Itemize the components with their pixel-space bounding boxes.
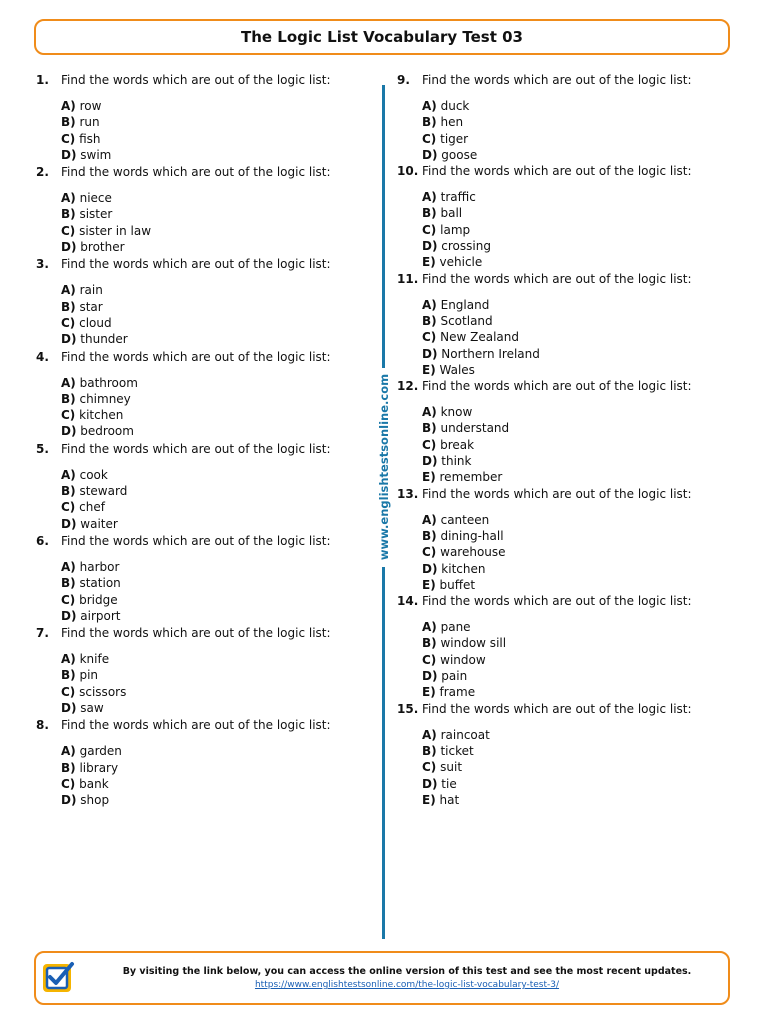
answer-option[interactable] xyxy=(61,282,366,298)
option-letter: A) xyxy=(422,512,437,527)
answer-option[interactable] xyxy=(422,362,727,378)
footer-note: By visiting the link below, you can access the online version of this test and see the most recent updates. xyxy=(122,966,692,977)
option-letter: D) xyxy=(61,793,77,808)
question-prompt-line xyxy=(36,256,366,272)
option-text: star xyxy=(79,299,103,314)
option-text: cook xyxy=(79,467,108,482)
answer-option[interactable] xyxy=(422,329,727,345)
option-letter: A) xyxy=(422,297,437,312)
question-prompt-line xyxy=(36,533,366,549)
answer-option[interactable] xyxy=(61,651,366,667)
answer-options xyxy=(422,189,727,270)
page-title: The Logic List Vocabulary Test 03 xyxy=(241,28,523,46)
question-2 xyxy=(36,164,366,255)
answer-option[interactable] xyxy=(61,792,366,808)
answer-options xyxy=(422,512,727,593)
answer-option[interactable] xyxy=(422,453,727,469)
checkbox-logo-icon xyxy=(41,960,75,994)
option-text: knife xyxy=(79,652,110,667)
option-letter: C) xyxy=(422,131,437,146)
option-letter: B) xyxy=(422,313,437,328)
option-text: kitchen xyxy=(441,561,486,576)
option-letter: D) xyxy=(61,701,77,716)
question-14 xyxy=(397,593,727,700)
option-letter: E) xyxy=(422,792,436,807)
option-letter: A) xyxy=(61,191,76,206)
online-test-link[interactable]: https://www.englishtestsonline.com/the-logic-list-vocabulary-test-3/ xyxy=(254,980,560,990)
option-letter: E) xyxy=(422,255,436,270)
question-text: Find the words which are out of the logic list: xyxy=(61,626,331,641)
option-letter: B) xyxy=(422,206,437,221)
option-letter: B) xyxy=(61,207,76,222)
answer-options xyxy=(61,282,366,347)
question-prompt-line xyxy=(36,625,366,641)
answer-option[interactable] xyxy=(422,544,727,560)
option-letter: A) xyxy=(61,283,76,298)
question-prompt-line xyxy=(36,717,366,733)
option-text: window xyxy=(440,652,486,667)
option-letter: A) xyxy=(61,375,76,390)
question-prompt-line xyxy=(36,441,366,457)
answer-options xyxy=(61,190,366,255)
option-text: swim xyxy=(80,147,112,162)
option-text: New Zealand xyxy=(440,330,519,345)
answer-option[interactable] xyxy=(422,668,727,684)
option-letter: C) xyxy=(61,131,76,146)
answer-option[interactable] xyxy=(422,635,727,651)
answer-option[interactable] xyxy=(422,114,727,130)
option-text: Northern Ireland xyxy=(441,346,540,361)
column-divider-bottom xyxy=(382,567,385,939)
option-letter: D) xyxy=(422,454,438,469)
option-text: scissors xyxy=(79,684,127,699)
option-text: harbor xyxy=(79,559,120,574)
option-text: window sill xyxy=(440,636,507,651)
option-text: vehicle xyxy=(439,255,483,270)
option-text: think xyxy=(441,454,472,469)
answer-option[interactable] xyxy=(61,483,366,499)
question-text: Find the words which are out of the logic list: xyxy=(61,718,331,733)
option-text: ticket xyxy=(440,743,474,758)
question-12 xyxy=(397,378,727,485)
option-letter: E) xyxy=(422,577,436,592)
question-number: 12. xyxy=(397,379,419,394)
question-7 xyxy=(36,625,366,716)
option-text: crossing xyxy=(441,239,491,254)
question-text: Find the words which are out of the logic list: xyxy=(61,165,331,180)
question-6 xyxy=(36,533,366,624)
question-prompt-line xyxy=(397,72,727,88)
option-text: pane xyxy=(440,620,471,635)
option-letter: C) xyxy=(422,760,437,775)
answer-option[interactable] xyxy=(61,423,366,439)
question-prompt-line xyxy=(36,164,366,180)
answer-option[interactable] xyxy=(61,608,366,624)
option-letter: A) xyxy=(422,620,437,635)
option-letter: A) xyxy=(61,99,76,113)
answer-options xyxy=(422,404,727,485)
answer-option[interactable] xyxy=(61,114,366,130)
option-text: library xyxy=(79,760,119,775)
option-text: cloud xyxy=(79,315,112,330)
question-number: 10. xyxy=(397,164,419,179)
footer-box xyxy=(34,951,730,1005)
column-divider-top xyxy=(382,85,385,368)
answer-option[interactable] xyxy=(61,239,366,255)
option-text: understand xyxy=(440,421,510,436)
option-letter: B) xyxy=(422,528,437,543)
question-prompt-line xyxy=(397,486,727,502)
option-letter: D) xyxy=(61,516,77,531)
option-letter: D) xyxy=(422,561,438,576)
answer-option[interactable] xyxy=(422,346,727,362)
answer-option[interactable] xyxy=(61,559,366,575)
answer-options xyxy=(61,467,366,532)
option-letter: C) xyxy=(61,776,76,791)
question-number: 9. xyxy=(397,73,410,87)
answer-option[interactable] xyxy=(61,760,366,776)
option-text: garden xyxy=(79,744,122,759)
option-text: row xyxy=(79,99,102,113)
option-text: break xyxy=(440,437,475,452)
question-text: Find the words which are out of the logic list: xyxy=(422,271,692,286)
answer-option[interactable] xyxy=(61,575,366,591)
question-9 xyxy=(397,72,727,163)
option-letter: D) xyxy=(61,147,77,162)
option-text: Scotland xyxy=(440,313,493,328)
answer-option[interactable] xyxy=(61,190,366,206)
option-text: goose xyxy=(441,147,478,162)
question-text: Find the words which are out of the logic list: xyxy=(422,594,692,609)
question-text: Find the words which are out of the logic list: xyxy=(422,701,692,716)
option-text: dining-hall xyxy=(440,528,504,543)
question-text: Find the words which are out of the logic list: xyxy=(422,379,692,394)
option-text: canteen xyxy=(440,512,490,527)
question-text: Find the words which are out of the logic list: xyxy=(422,164,692,179)
answer-option[interactable] xyxy=(422,743,727,759)
question-10 xyxy=(397,163,727,270)
answer-options xyxy=(61,743,366,808)
option-text: remember xyxy=(439,470,503,485)
question-number: 3. xyxy=(36,257,49,272)
option-letter: D) xyxy=(422,669,438,684)
answer-option[interactable] xyxy=(422,404,727,420)
option-text: bathroom xyxy=(79,375,138,390)
option-letter: C) xyxy=(61,223,76,238)
option-text: rain xyxy=(79,283,103,298)
option-letter: A) xyxy=(422,405,437,420)
question-3 xyxy=(36,256,366,347)
answer-option[interactable] xyxy=(61,667,366,683)
answer-option[interactable] xyxy=(61,467,366,483)
question-number: 8. xyxy=(36,718,49,733)
option-letter: D) xyxy=(422,776,438,791)
option-text: tie xyxy=(441,776,457,791)
answer-option[interactable] xyxy=(422,619,727,635)
question-4 xyxy=(36,349,366,440)
option-letter: B) xyxy=(61,484,76,499)
option-letter: E) xyxy=(422,470,436,485)
question-number: 2. xyxy=(36,165,49,180)
question-11 xyxy=(397,271,727,378)
option-letter: B) xyxy=(61,668,76,683)
answer-option[interactable] xyxy=(61,131,366,147)
option-letter: B) xyxy=(422,636,437,651)
answer-option[interactable] xyxy=(61,407,366,423)
option-text: ball xyxy=(440,206,463,221)
option-letter: D) xyxy=(61,424,77,439)
option-text: steward xyxy=(79,484,128,499)
option-text: thunder xyxy=(80,332,128,347)
question-8 xyxy=(36,717,366,808)
option-letter: D) xyxy=(422,346,438,361)
option-letter: B) xyxy=(61,576,76,591)
answer-option[interactable] xyxy=(422,727,727,743)
option-text: station xyxy=(79,576,121,591)
answer-options xyxy=(422,297,727,378)
answer-option[interactable] xyxy=(422,684,727,700)
answer-option[interactable] xyxy=(422,577,727,593)
answer-option[interactable] xyxy=(422,313,727,329)
question-number: 11. xyxy=(397,271,419,286)
answer-option[interactable] xyxy=(61,147,366,163)
answer-option[interactable] xyxy=(61,299,366,315)
option-text: chef xyxy=(79,500,105,515)
option-text: Wales xyxy=(439,362,475,377)
answer-option[interactable] xyxy=(422,222,727,238)
option-text: shop xyxy=(80,793,110,808)
option-text: chimney xyxy=(79,391,131,406)
answer-options xyxy=(61,651,366,716)
answer-option[interactable] xyxy=(422,759,727,775)
option-letter: C) xyxy=(422,652,437,667)
answer-option[interactable] xyxy=(61,331,366,347)
question-number: 4. xyxy=(36,349,49,364)
option-text: know xyxy=(440,405,473,420)
option-text: duck xyxy=(440,99,470,113)
answer-options xyxy=(61,98,366,163)
question-prompt-line xyxy=(397,163,727,179)
question-prompt-line xyxy=(397,271,727,287)
option-text: frame xyxy=(439,685,476,700)
option-letter: C) xyxy=(61,408,76,423)
option-letter: A) xyxy=(61,652,76,667)
option-letter: B) xyxy=(61,760,76,775)
option-text: lamp xyxy=(440,222,471,237)
option-text: hat xyxy=(439,792,460,807)
question-number: 15. xyxy=(397,701,419,716)
option-letter: C) xyxy=(61,315,76,330)
option-letter: B) xyxy=(422,421,437,436)
option-letter: B) xyxy=(61,115,76,130)
option-letter: D) xyxy=(422,239,438,254)
option-text: waiter xyxy=(80,516,118,531)
option-text: airport xyxy=(80,608,121,623)
answer-option[interactable] xyxy=(422,205,727,221)
answer-option[interactable] xyxy=(61,98,366,114)
question-text: Find the words which are out of the logic list: xyxy=(61,257,331,272)
option-text: bedroom xyxy=(80,424,134,439)
answer-options xyxy=(422,98,727,163)
option-letter: B) xyxy=(61,299,76,314)
questions-column-right xyxy=(397,72,727,808)
question-text: Find the words which are out of the logic list: xyxy=(422,486,692,501)
option-letter: C) xyxy=(422,545,437,560)
answer-option[interactable] xyxy=(61,375,366,391)
option-text: pin xyxy=(79,668,99,683)
answer-options xyxy=(61,375,366,440)
option-letter: C) xyxy=(422,330,437,345)
option-letter: A) xyxy=(422,99,437,113)
option-text: kitchen xyxy=(79,408,124,423)
option-letter: E) xyxy=(422,685,436,700)
side-website-url: www.englishtestsonline.com xyxy=(377,373,391,561)
answer-option[interactable] xyxy=(422,561,727,577)
question-number: 6. xyxy=(36,533,49,548)
question-prompt-line xyxy=(397,701,727,717)
option-letter: A) xyxy=(61,467,76,482)
answer-option[interactable] xyxy=(422,469,727,485)
answer-option[interactable] xyxy=(61,743,366,759)
answer-option[interactable] xyxy=(422,652,727,668)
option-letter: D) xyxy=(422,147,438,162)
answer-option[interactable] xyxy=(422,776,727,792)
option-text: brother xyxy=(80,240,125,255)
option-text: pain xyxy=(441,669,468,684)
option-letter: B) xyxy=(422,115,437,130)
answer-option[interactable] xyxy=(422,238,727,254)
option-letter: C) xyxy=(422,222,437,237)
question-text: Find the words which are out of the logic list: xyxy=(61,73,331,87)
answer-options xyxy=(422,619,727,700)
question-number: 13. xyxy=(397,486,419,501)
answer-option[interactable] xyxy=(61,223,366,239)
option-text: warehouse xyxy=(440,545,506,560)
option-text: fish xyxy=(79,131,101,146)
answer-option[interactable] xyxy=(422,420,727,436)
option-letter: B) xyxy=(61,391,76,406)
question-5 xyxy=(36,441,366,532)
answer-option[interactable] xyxy=(422,254,727,270)
question-prompt-line xyxy=(36,72,366,88)
option-text: niece xyxy=(79,191,112,206)
option-letter: A) xyxy=(61,559,76,574)
option-text: sister in law xyxy=(79,223,152,238)
option-letter: C) xyxy=(61,500,76,515)
answer-option[interactable] xyxy=(422,528,727,544)
question-text: Find the words which are out of the logic list: xyxy=(61,441,331,456)
question-prompt-line xyxy=(36,349,366,365)
option-letter: B) xyxy=(422,743,437,758)
option-letter: A) xyxy=(61,744,76,759)
answer-option[interactable] xyxy=(422,437,727,453)
option-letter: C) xyxy=(422,437,437,452)
question-1 xyxy=(36,72,366,163)
answer-option[interactable] xyxy=(422,189,727,205)
answer-option[interactable] xyxy=(61,206,366,222)
option-text: buffet xyxy=(439,577,476,592)
option-text: bank xyxy=(79,776,109,791)
answer-option[interactable] xyxy=(61,684,366,700)
question-number: 1. xyxy=(36,73,49,87)
answer-option[interactable] xyxy=(61,592,366,608)
question-number: 5. xyxy=(36,441,49,456)
option-text: hen xyxy=(440,115,464,130)
option-text: sister xyxy=(79,207,113,222)
answer-option[interactable] xyxy=(422,147,727,163)
answer-option[interactable] xyxy=(422,131,727,147)
option-text: traffic xyxy=(440,190,476,205)
option-letter: C) xyxy=(61,592,76,607)
option-text: raincoat xyxy=(440,727,490,742)
option-text: suit xyxy=(440,760,463,775)
question-number: 7. xyxy=(36,626,49,641)
question-number: 14. xyxy=(397,594,419,609)
question-text: Find the words which are out of the logic list: xyxy=(61,349,331,364)
question-15 xyxy=(397,701,727,808)
option-letter: A) xyxy=(422,190,437,205)
option-text: run xyxy=(79,115,100,130)
option-text: bridge xyxy=(79,592,118,607)
title-box xyxy=(34,19,730,55)
option-text: tiger xyxy=(440,131,469,146)
question-text: Find the words which are out of the logic list: xyxy=(61,533,331,548)
answer-option[interactable] xyxy=(422,297,727,313)
answer-option[interactable] xyxy=(61,315,366,331)
answer-option[interactable] xyxy=(61,516,366,532)
option-letter: D) xyxy=(61,608,77,623)
answer-option[interactable] xyxy=(422,792,727,808)
question-13 xyxy=(397,486,727,593)
option-letter: D) xyxy=(61,240,77,255)
question-text: Find the words which are out of the logic list: xyxy=(422,73,692,87)
answer-option[interactable] xyxy=(61,700,366,716)
option-letter: C) xyxy=(61,684,76,699)
answer-option[interactable] xyxy=(61,391,366,407)
option-letter: A) xyxy=(422,727,437,742)
answer-option[interactable] xyxy=(422,98,727,114)
answer-options xyxy=(422,727,727,808)
answer-options xyxy=(61,559,366,624)
question-prompt-line xyxy=(397,593,727,609)
answer-option[interactable] xyxy=(422,512,727,528)
option-letter: D) xyxy=(61,332,77,347)
option-text: England xyxy=(440,297,490,312)
option-letter: E) xyxy=(422,362,436,377)
question-prompt-line xyxy=(397,378,727,394)
answer-option[interactable] xyxy=(61,776,366,792)
option-text: saw xyxy=(80,701,104,716)
questions-column-left xyxy=(36,72,366,810)
answer-option[interactable] xyxy=(61,499,366,515)
